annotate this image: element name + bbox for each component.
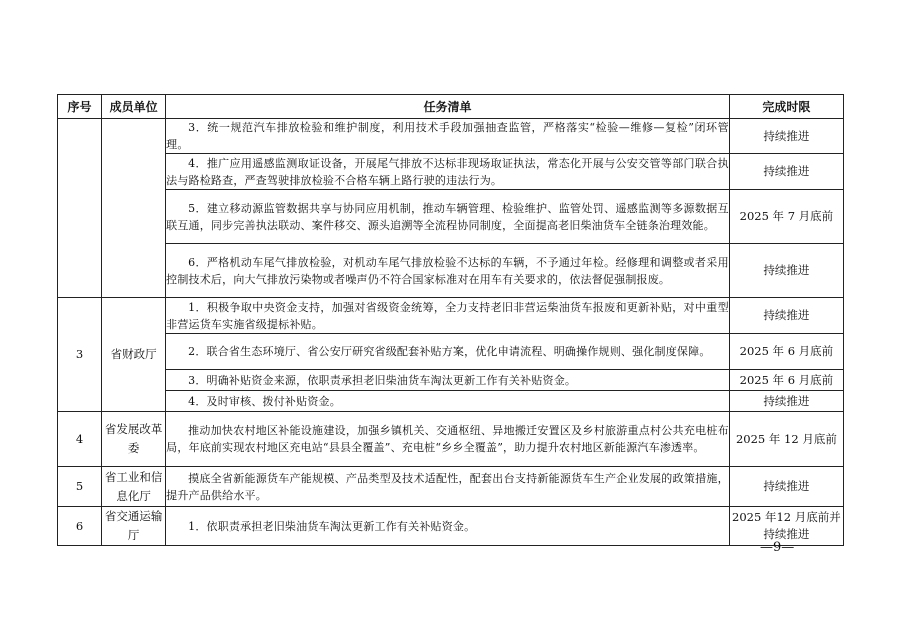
deadline-cell: 持续推进 (729, 391, 843, 412)
row-number-cell: 6 (58, 507, 102, 546)
table-row (58, 334, 844, 370)
task-cell: 4．及时审核、拨付补贴资金。 (166, 391, 730, 412)
table-row (58, 298, 844, 334)
table-row (58, 370, 844, 391)
task-cell: 1．依职责承担老旧柴油货车淘汰更新工作有关补贴资金。 (166, 507, 730, 546)
member-unit-cell (102, 119, 166, 298)
table-row (58, 467, 844, 507)
deadline-cell: 持续推进 (729, 119, 843, 154)
deadline-cell: 2025 年 12 月底前 (729, 412, 843, 467)
header-no: 序号 (58, 95, 102, 119)
header-task: 任务清单 (166, 95, 730, 119)
table-row (58, 244, 844, 298)
member-unit-cell: 省财政厅 (102, 298, 166, 412)
table-row (58, 391, 844, 412)
task-cell: 推动加快农村地区补能设施建设，加强乡镇机关、交通枢纽、异地搬迁安置区及乡村旅游重点村公共充电桩布局，年底前实现农村地区充电站“县县全覆盖”、充电桩“乡乡全覆盖”，助力提升农村地区新能源汽车渗透率。 (166, 412, 730, 467)
deadline-cell: 持续推进 (729, 244, 843, 298)
header-deadline: 完成时限 (729, 95, 843, 119)
task-cell: 2．联合省生态环境厅、省公安厅研究省级配套补贴方案，优化申请流程、明确操作规则、强化制度保障。 (166, 334, 730, 370)
table-row (58, 190, 844, 244)
table-row (58, 412, 844, 467)
table-row (58, 507, 844, 546)
task-cell: 3．明确补贴资金来源，依职责承担老旧柴油货车淘汰更新工作有关补贴资金。 (166, 370, 730, 391)
deadline-cell: 持续推进 (729, 298, 843, 334)
task-table (57, 94, 844, 546)
row-number-cell: 5 (58, 467, 102, 507)
member-unit-cell: 省工业和信息化厅 (102, 467, 166, 507)
task-cell: 6．严格机动车尾气排放检验，对机动车尾气排放检验不达标的车辆，不予通过年检。经修理和调整或者采用控制技术后，向大气排放污染物或者噪声仍不符合国家标准对在用车有关要求的，依法督促强制报废。 (166, 244, 730, 298)
task-cell: 1．积极争取中央资金支持，加强对省级资金统筹，全力支持老旧非营运柴油货车报废和更新补贴，对中重型非营运货车实施省级提标补贴。 (166, 298, 730, 334)
row-number-cell: 4 (58, 412, 102, 467)
task-cell: 5．建立移动源监管数据共享与协同应用机制，推动车辆管理、检验维护、监管处罚、遥感监测等多源数据互联互通，同步完善执法联动、案件移交、源头追溯等全流程协同制度，全面提高老旧柴油货车全链条治理效能。 (166, 190, 730, 244)
deadline-cell: 2025 年12 月底前并持续推进 (729, 507, 843, 546)
table-row (58, 154, 844, 190)
deadline-cell: 持续推进 (729, 467, 843, 507)
table-row (58, 119, 844, 154)
row-number-cell: 3 (58, 298, 102, 412)
page-number: —9— (760, 540, 795, 555)
table-header-row (58, 95, 844, 119)
member-unit-cell: 省发展改革委 (102, 412, 166, 467)
task-cell: 3．统一规范汽车排放检验和维护制度，利用技术手段加强抽查监管，严格落实“检验—维修—复检”闭环管理。 (166, 119, 730, 154)
deadline-cell: 2025 年 6 月底前 (729, 334, 843, 370)
task-cell: 摸底全省新能源货车产能规模、产品类型及技术适配性，配套出台支持新能源货车生产企业发展的政策措施，提升产品供给水平。 (166, 467, 730, 507)
header-unit: 成员单位 (102, 95, 166, 119)
task-cell: 4．推广应用遥感监测取证设备，开展尾气排放不达标非现场取证执法，常态化开展与公安交管等部门联合执法与路检路查，严查驾驶排放检验不合格车辆上路行驶的违法行为。 (166, 154, 730, 190)
deadline-cell: 持续推进 (729, 154, 843, 190)
deadline-cell: 2025 年 6 月底前 (729, 370, 843, 391)
member-unit-cell: 省交通运输厅 (102, 507, 166, 546)
row-number-cell (58, 119, 102, 298)
deadline-cell: 2025 年 7 月底前 (729, 190, 843, 244)
